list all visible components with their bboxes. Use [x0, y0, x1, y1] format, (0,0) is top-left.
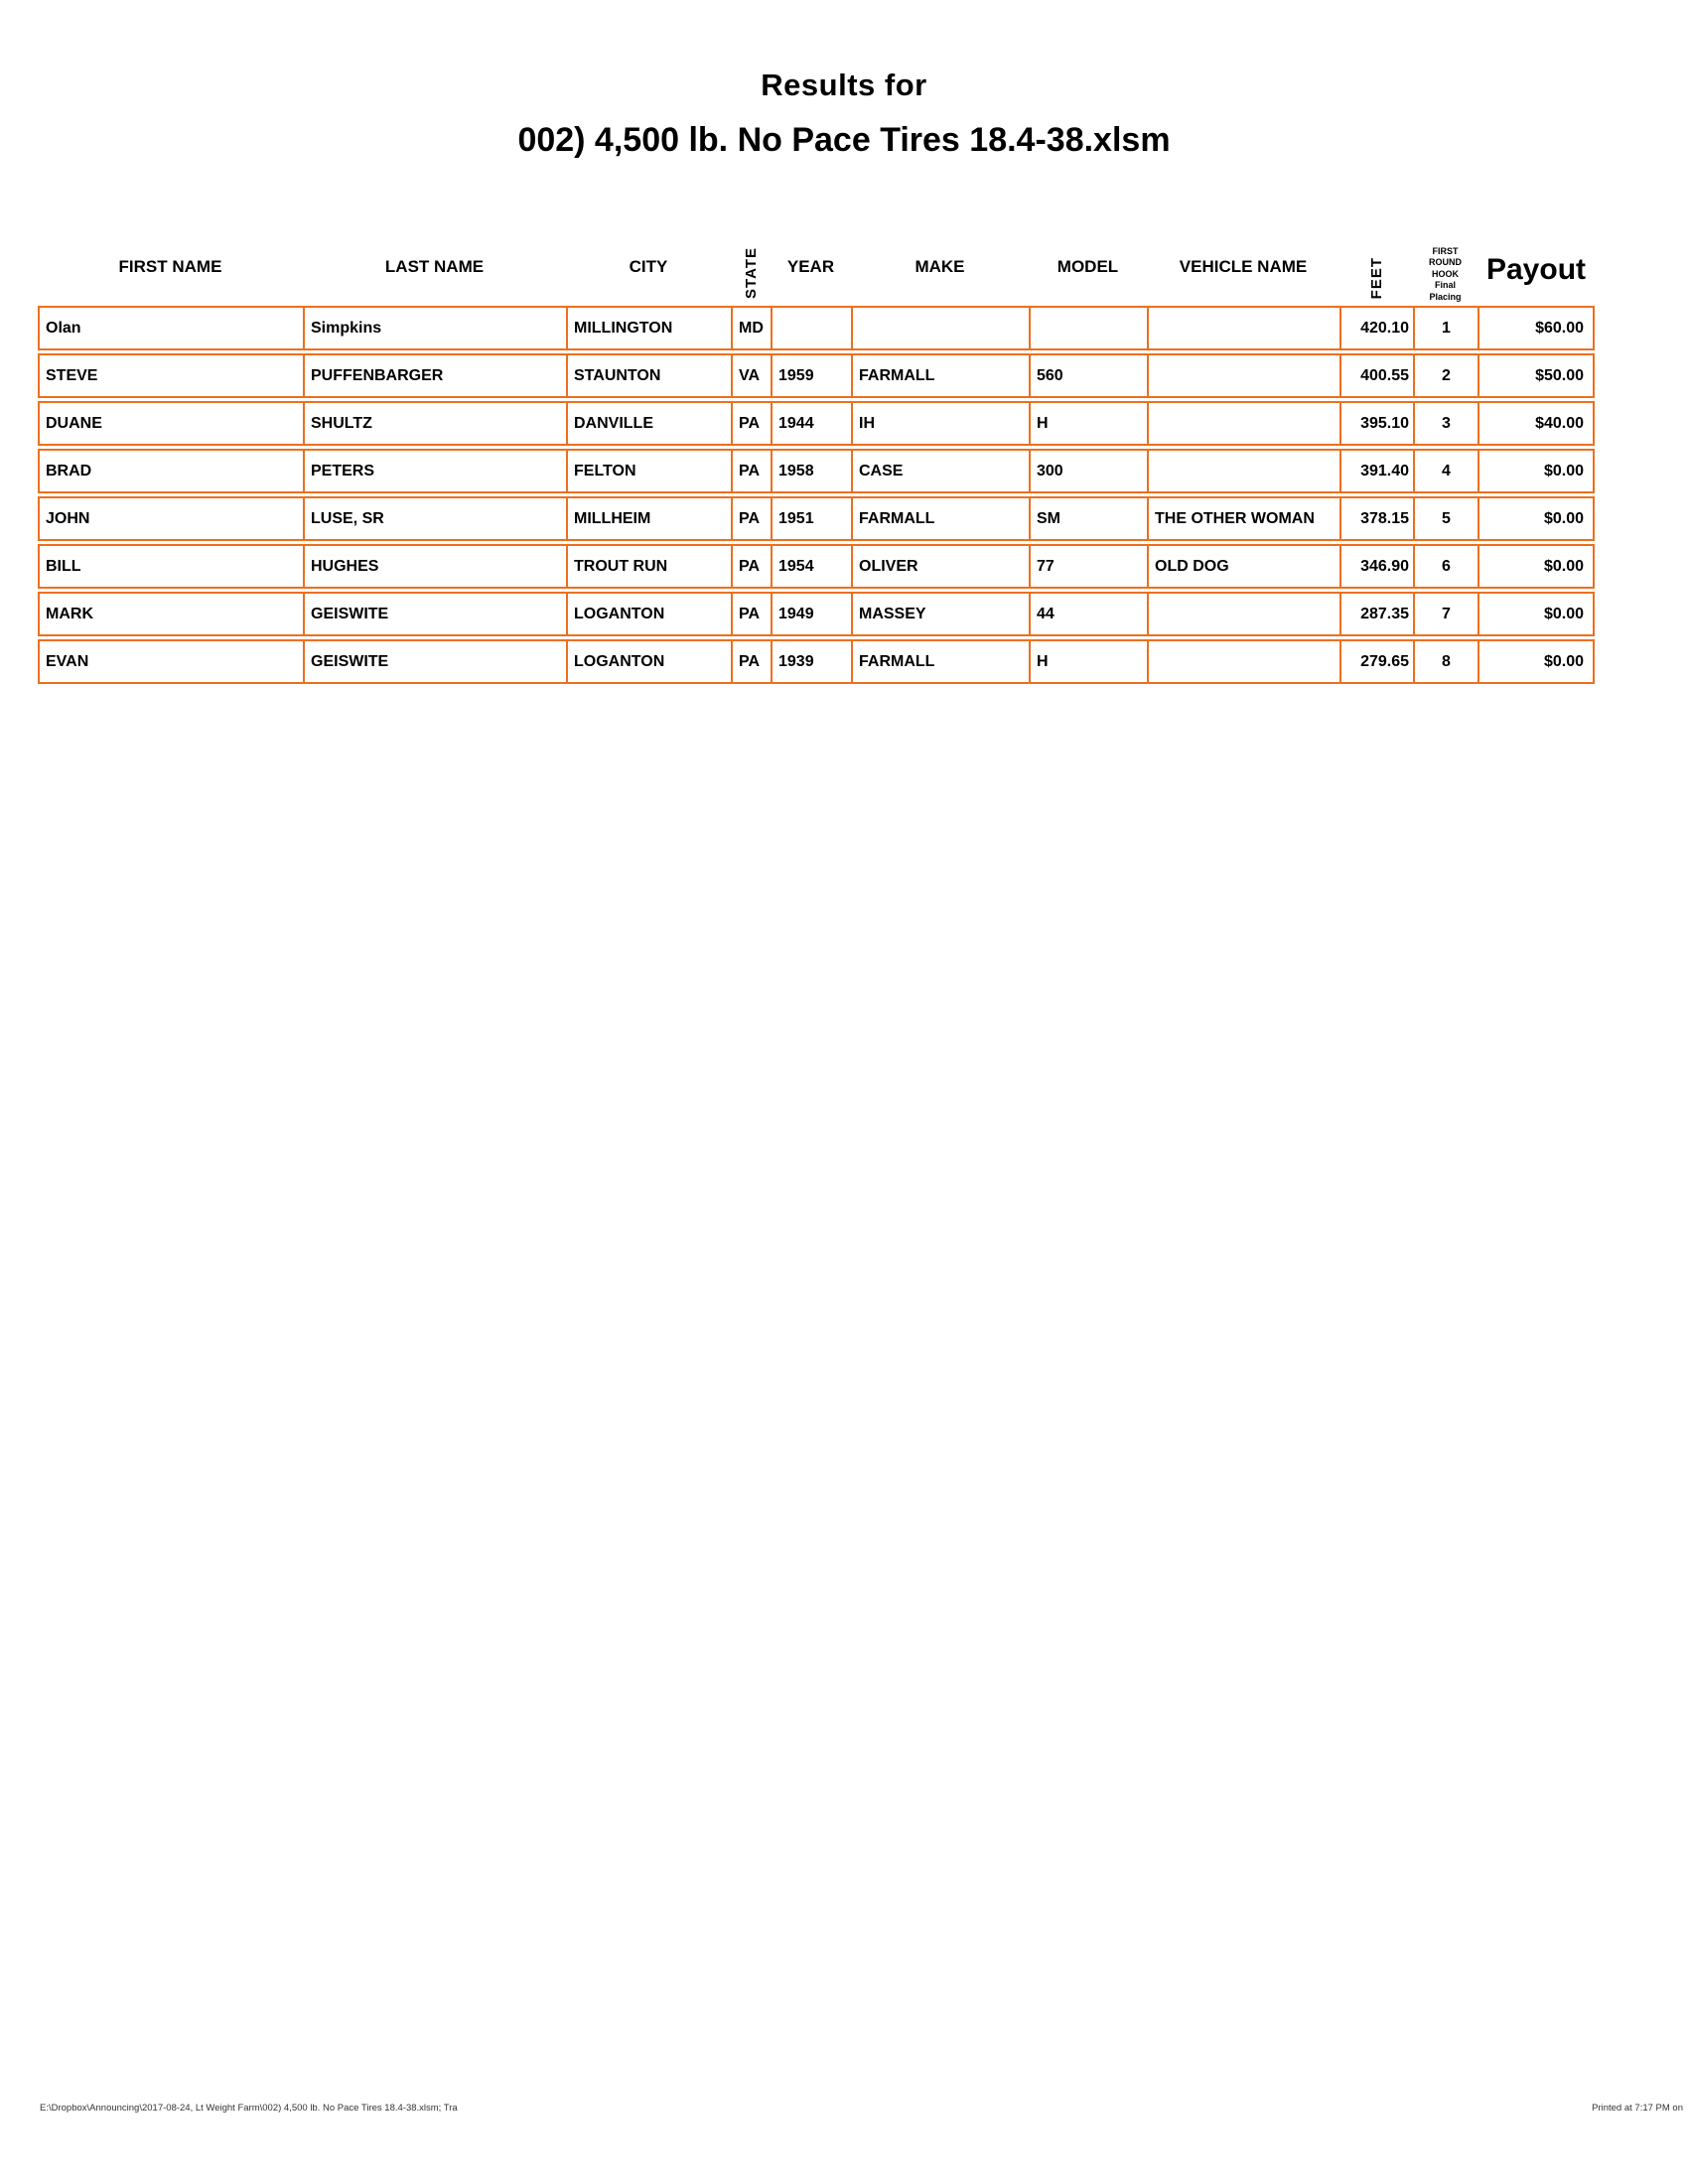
cell-last-name: PUFFENBARGER — [303, 353, 566, 398]
cell-payout: $50.00 — [1477, 353, 1595, 398]
cell-state: PA — [731, 592, 771, 636]
cell-first-name: BRAD — [38, 449, 303, 493]
col-header-feet — [1339, 192, 1413, 303]
cell-model: H — [1029, 639, 1147, 684]
cell-payout: $60.00 — [1477, 306, 1595, 350]
cell-last-name: HUGHES — [303, 544, 566, 589]
cell-last-name: GEISWITE — [303, 592, 566, 636]
cell-placing: 3 — [1413, 401, 1477, 446]
cell-state: PA — [731, 544, 771, 589]
hook-header-line: HOOK — [1432, 268, 1459, 279]
state-rotated-label: STATE — [742, 247, 760, 299]
table-row — [38, 306, 1595, 350]
cell-last-name: LUSE, SR — [303, 496, 566, 541]
cell-vehicle-name: OLD DOG — [1147, 544, 1339, 589]
col-header-first-name: FIRST NAME — [118, 257, 222, 276]
cell-city: LOGANTON — [566, 639, 731, 684]
cell-last-name: Simpkins — [303, 306, 566, 350]
cell-year: 1944 — [771, 401, 851, 446]
cell-placing: 8 — [1413, 639, 1477, 684]
cell-year: 1958 — [771, 449, 851, 493]
hook-header-line: Placing — [1429, 291, 1462, 302]
cell-state: PA — [731, 639, 771, 684]
cell-feet: 346.90 — [1339, 544, 1413, 589]
cell-first-name: Olan — [38, 306, 303, 350]
col-header-payout: Payout — [1485, 253, 1587, 286]
cell-make: OLIVER — [851, 544, 1029, 589]
cell-feet: 420.10 — [1339, 306, 1413, 350]
cell-year: 1949 — [771, 592, 851, 636]
cell-model: 300 — [1029, 449, 1147, 493]
col-header-state — [731, 192, 771, 303]
cell-feet: 287.35 — [1339, 592, 1413, 636]
cell-city: MILLHEIM — [566, 496, 731, 541]
col-header-year: YEAR — [786, 257, 835, 276]
cell-model: H — [1029, 401, 1147, 446]
cell-model: SM — [1029, 496, 1147, 541]
cell-state: PA — [731, 449, 771, 493]
cell-feet: 400.55 — [1339, 353, 1413, 398]
cell-year — [771, 306, 851, 350]
table-row — [38, 449, 1595, 493]
cell-vehicle-name — [1147, 306, 1339, 350]
table-row — [38, 544, 1595, 589]
table-row — [38, 639, 1595, 684]
cell-year: 1954 — [771, 544, 851, 589]
cell-payout: $40.00 — [1477, 401, 1595, 446]
col-header-vehicle-name: VEHICLE NAME — [1179, 257, 1308, 276]
cell-vehicle-name — [1147, 639, 1339, 684]
cell-last-name: SHULTZ — [303, 401, 566, 446]
cell-vehicle-name — [1147, 592, 1339, 636]
cell-make: CASE — [851, 449, 1029, 493]
feet-rotated-label: FEET — [1367, 256, 1385, 299]
cell-make: FARMALL — [851, 639, 1029, 684]
cell-first-name: JOHN — [38, 496, 303, 541]
cell-year: 1939 — [771, 639, 851, 684]
page-title: Results for — [761, 68, 927, 102]
col-header-make: MAKE — [914, 257, 965, 276]
cell-placing: 1 — [1413, 306, 1477, 350]
table-row — [38, 496, 1595, 541]
cell-feet: 391.40 — [1339, 449, 1413, 493]
cell-feet: 378.15 — [1339, 496, 1413, 541]
col-header-city: CITY — [629, 257, 668, 276]
cell-state: VA — [731, 353, 771, 398]
cell-vehicle-name: THE OTHER WOMAN — [1147, 496, 1339, 541]
page-subtitle: 002) 4,500 lb. No Pace Tires 18.4-38.xlsm — [517, 121, 1171, 159]
cell-first-name: DUANE — [38, 401, 303, 446]
cell-model: 44 — [1029, 592, 1147, 636]
cell-placing: 4 — [1413, 449, 1477, 493]
cell-state: MD — [731, 306, 771, 350]
cell-first-name: MARK — [38, 592, 303, 636]
cell-make: MASSEY — [851, 592, 1029, 636]
table-row — [38, 401, 1595, 446]
hook-header-line: FIRST — [1432, 245, 1459, 256]
col-header-model: MODEL — [1056, 257, 1119, 276]
cell-payout: $0.00 — [1477, 544, 1595, 589]
cell-city: STAUNTON — [566, 353, 731, 398]
table-header-row — [38, 192, 1595, 303]
hook-header-line: ROUND — [1429, 257, 1462, 267]
cell-state: PA — [731, 496, 771, 541]
footer-printed-at: Printed at 7:17 PM on — [1592, 2103, 1683, 2114]
hook-header-line: Final — [1434, 280, 1456, 290]
cell-payout: $0.00 — [1477, 496, 1595, 541]
cell-last-name: GEISWITE — [303, 639, 566, 684]
cell-first-name: BILL — [38, 544, 303, 589]
col-header-first-round-hook-placing — [1413, 192, 1477, 303]
cell-model: 560 — [1029, 353, 1147, 398]
cell-city: LOGANTON — [566, 592, 731, 636]
table-body — [38, 306, 1595, 684]
cell-vehicle-name — [1147, 353, 1339, 398]
cell-first-name: STEVE — [38, 353, 303, 398]
cell-feet: 395.10 — [1339, 401, 1413, 446]
cell-model — [1029, 306, 1147, 350]
cell-placing: 2 — [1413, 353, 1477, 398]
cell-make: FARMALL — [851, 496, 1029, 541]
table-row — [38, 592, 1595, 636]
cell-feet: 279.65 — [1339, 639, 1413, 684]
cell-vehicle-name — [1147, 449, 1339, 493]
cell-make — [851, 306, 1029, 350]
cell-city: DANVILLE — [566, 401, 731, 446]
footer-file-path: E:\Dropbox\Announcing\2017-08-24, Lt Weight Farm\002) 4,500 lb. No Pace Tires 18.4-38.xlsm; Tra — [40, 2103, 458, 2114]
cell-placing: 6 — [1413, 544, 1477, 589]
table-row — [38, 353, 1595, 398]
cell-year: 1959 — [771, 353, 851, 398]
cell-payout: $0.00 — [1477, 592, 1595, 636]
cell-placing: 7 — [1413, 592, 1477, 636]
cell-last-name: PETERS — [303, 449, 566, 493]
cell-state: PA — [731, 401, 771, 446]
cell-city: MILLINGTON — [566, 306, 731, 350]
cell-city: FELTON — [566, 449, 731, 493]
cell-placing: 5 — [1413, 496, 1477, 541]
col-header-last-name: LAST NAME — [384, 257, 485, 276]
cell-model: 77 — [1029, 544, 1147, 589]
cell-city: TROUT RUN — [566, 544, 731, 589]
cell-year: 1951 — [771, 496, 851, 541]
results-table — [38, 189, 1595, 687]
cell-make: FARMALL — [851, 353, 1029, 398]
cell-make: IH — [851, 401, 1029, 446]
cell-vehicle-name — [1147, 401, 1339, 446]
cell-payout: $0.00 — [1477, 449, 1595, 493]
cell-first-name: EVAN — [38, 639, 303, 684]
cell-payout: $0.00 — [1477, 639, 1595, 684]
